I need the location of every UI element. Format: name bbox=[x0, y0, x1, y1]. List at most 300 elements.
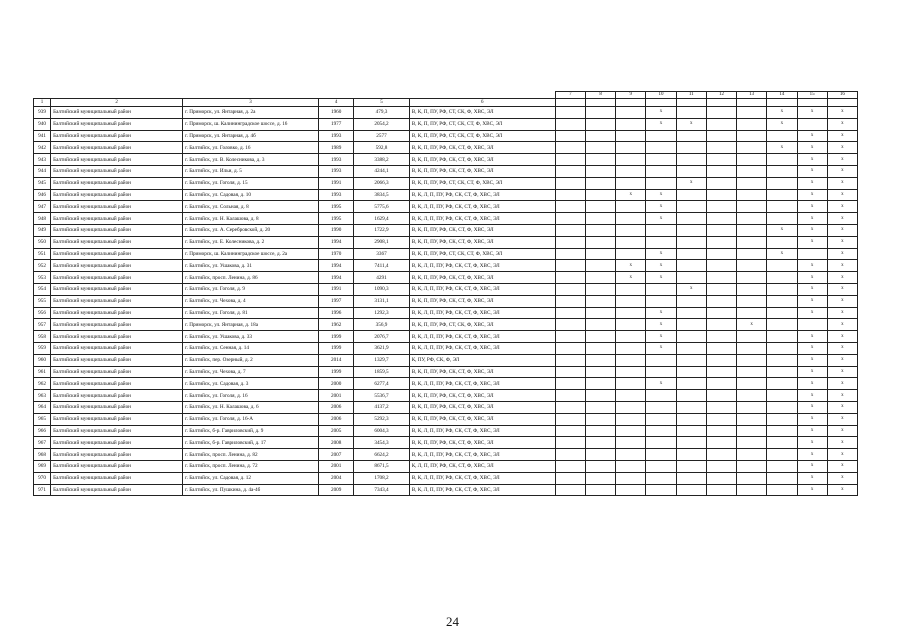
mark-cell-7 bbox=[555, 189, 585, 201]
mark-cell-16: x bbox=[827, 425, 857, 437]
mark-cell-13 bbox=[737, 260, 767, 272]
works-cell: В, К, П, ПУ, РФ, СК, СТ, Ф, ХВС, ЭЛ bbox=[409, 154, 555, 166]
mark-cell-16: x bbox=[827, 319, 857, 331]
mark-cell-10: x bbox=[646, 213, 676, 225]
mark-cell-9 bbox=[616, 224, 646, 236]
mark-cell-14 bbox=[767, 154, 797, 166]
column-number-blank bbox=[706, 99, 736, 107]
mark-cell-10 bbox=[646, 130, 676, 142]
district-cell: Балтийский муниципальный район bbox=[51, 319, 183, 331]
mark-cell-15 bbox=[797, 248, 827, 260]
mark-cell-8 bbox=[585, 224, 615, 236]
mark-cell-14 bbox=[767, 378, 797, 390]
mark-cell-16: x bbox=[827, 154, 857, 166]
area-cell: 7343,4 bbox=[354, 484, 409, 496]
mark-cell-15: x bbox=[797, 437, 827, 449]
address-cell: г. Балтийск, ул. А. Серебровской, д. 20 bbox=[183, 224, 319, 236]
mark-cell-9 bbox=[616, 177, 646, 189]
mark-cell-7 bbox=[555, 260, 585, 272]
district-cell: Балтийский муниципальный район bbox=[51, 236, 183, 248]
mark-cell-8 bbox=[585, 366, 615, 378]
header-number: 7 bbox=[555, 92, 585, 99]
table-row bbox=[34, 295, 858, 307]
mark-cell-13 bbox=[737, 154, 767, 166]
mark-cell-9 bbox=[616, 331, 646, 343]
address-cell: г. Балтийск, ул. Гоголя, д. 16 bbox=[183, 390, 319, 402]
mark-cell-13 bbox=[737, 224, 767, 236]
mark-cell-13 bbox=[737, 472, 767, 484]
table-row bbox=[34, 272, 858, 284]
mark-cell-13 bbox=[737, 331, 767, 343]
mark-cell-14 bbox=[767, 366, 797, 378]
mark-cell-15: x bbox=[797, 295, 827, 307]
works-cell: В, К, П, ПУ, РФ, СТ, СК, СТ, Ф, ХВС, ЭЛ bbox=[409, 118, 555, 130]
mark-cell-12 bbox=[706, 437, 736, 449]
table-row bbox=[34, 413, 858, 425]
mark-cell-11 bbox=[676, 331, 706, 343]
district-cell: Балтийский муниципальный район bbox=[51, 390, 183, 402]
mark-cell-10 bbox=[646, 142, 676, 154]
row-number: 967 bbox=[34, 437, 51, 449]
area-cell: 6004,3 bbox=[354, 425, 409, 437]
row-number: 957 bbox=[34, 319, 51, 331]
mark-cell-9 bbox=[616, 213, 646, 225]
table-row bbox=[34, 401, 858, 413]
works-cell: В, К, П, ПУ, РФ, СТ, СК, Ф, ХВС, ЭЛ bbox=[409, 107, 555, 119]
works-cell: В, К, П, ПУ, РФ, СК, СТ, Ф, ХВС, ЭЛ bbox=[409, 236, 555, 248]
district-cell: Балтийский муниципальный район bbox=[51, 283, 183, 295]
mark-cell-12 bbox=[706, 107, 736, 119]
works-cell: В, К, П, ПУ, РФ, СК, СТ, Ф, ХВС, ЭЛ bbox=[409, 413, 555, 425]
mark-cell-8 bbox=[585, 378, 615, 390]
row-number: 959 bbox=[34, 342, 51, 354]
year-cell: 1962 bbox=[319, 319, 354, 331]
mark-cell-11: x bbox=[676, 118, 706, 130]
address-cell: г. Балтийск, просп. Ленина, д. 82 bbox=[183, 449, 319, 461]
mark-cell-15: x bbox=[797, 378, 827, 390]
mark-cell-8 bbox=[585, 248, 615, 260]
row-number: 951 bbox=[34, 248, 51, 260]
mark-cell-16: x bbox=[827, 236, 857, 248]
area-cell: 592,8 bbox=[354, 142, 409, 154]
area-cell: 6624,2 bbox=[354, 449, 409, 461]
mark-cell-10: x bbox=[646, 107, 676, 119]
row-number: 971 bbox=[34, 484, 51, 496]
mark-cell-9 bbox=[616, 236, 646, 248]
header-spacer bbox=[319, 92, 354, 99]
mark-cell-10 bbox=[646, 177, 676, 189]
mark-cell-11 bbox=[676, 142, 706, 154]
mark-cell-14 bbox=[767, 165, 797, 177]
mark-cell-15: x bbox=[797, 472, 827, 484]
row-number: 947 bbox=[34, 201, 51, 213]
works-cell: В, К, Л, П, ПУ, РФ, СК, СТ, Ф, ХВС, ЭЛ bbox=[409, 484, 555, 496]
mark-cell-13 bbox=[737, 118, 767, 130]
year-cell: 2004 bbox=[319, 472, 354, 484]
mark-cell-12 bbox=[706, 366, 736, 378]
mark-cell-13 bbox=[737, 236, 767, 248]
mark-cell-12 bbox=[706, 378, 736, 390]
year-cell: 1993 bbox=[319, 154, 354, 166]
area-cell: 2066,3 bbox=[354, 177, 409, 189]
year-cell: 1999 bbox=[319, 342, 354, 354]
address-cell: г. Балтийск, ул. Чехова, д. 4 bbox=[183, 295, 319, 307]
mark-cell-8 bbox=[585, 189, 615, 201]
mark-cell-12 bbox=[706, 295, 736, 307]
mark-cell-10 bbox=[646, 472, 676, 484]
table-row bbox=[34, 177, 858, 189]
works-cell: В, К, П, ПУ, РФ, СТ, СК, СТ, Ф, ХВС, ЭЛ bbox=[409, 130, 555, 142]
column-number: 6 bbox=[409, 99, 555, 107]
mark-cell-16: x bbox=[827, 354, 857, 366]
table-row bbox=[34, 283, 858, 295]
column-numbers-row bbox=[34, 99, 858, 107]
mark-cell-11 bbox=[676, 224, 706, 236]
table-row bbox=[34, 390, 858, 402]
year-cell: 1993 bbox=[319, 189, 354, 201]
mark-cell-13 bbox=[737, 189, 767, 201]
mark-cell-16: x bbox=[827, 331, 857, 343]
mark-cell-8 bbox=[585, 390, 615, 402]
mark-cell-9 bbox=[616, 154, 646, 166]
address-cell: г. Балтийск, ул. Гоголя, д. 81 bbox=[183, 307, 319, 319]
works-cell: К, Л, П, ПУ, РФ, СК, СТ, Ф, ХВС, ЭЛ bbox=[409, 460, 555, 472]
table-row bbox=[34, 107, 858, 119]
header-number: 9 bbox=[616, 92, 646, 99]
column-number-blank bbox=[737, 99, 767, 107]
area-cell: 1329,7 bbox=[354, 354, 409, 366]
mark-cell-9 bbox=[616, 354, 646, 366]
row-number: 942 bbox=[34, 142, 51, 154]
row-number: 953 bbox=[34, 272, 51, 284]
mark-cell-8 bbox=[585, 272, 615, 284]
mark-cell-9 bbox=[616, 118, 646, 130]
mark-cell-11 bbox=[676, 272, 706, 284]
mark-cell-9 bbox=[616, 460, 646, 472]
mark-cell-14 bbox=[767, 201, 797, 213]
row-number: 946 bbox=[34, 189, 51, 201]
mark-cell-12 bbox=[706, 248, 736, 260]
mark-cell-15: x bbox=[797, 449, 827, 461]
mark-cell-9 bbox=[616, 437, 646, 449]
mark-cell-16: x bbox=[827, 413, 857, 425]
mark-cell-13 bbox=[737, 390, 767, 402]
mark-cell-8 bbox=[585, 283, 615, 295]
mark-cell-15: x bbox=[797, 460, 827, 472]
mark-cell-15: x bbox=[797, 354, 827, 366]
district-cell: Балтийский муниципальный район bbox=[51, 484, 183, 496]
mark-cell-8 bbox=[585, 425, 615, 437]
row-number: 952 bbox=[34, 260, 51, 272]
row-number: 962 bbox=[34, 378, 51, 390]
column-number-blank bbox=[555, 99, 585, 107]
mark-cell-11 bbox=[676, 260, 706, 272]
works-cell: В, К, Л, П, ПУ, РФ, СК, СТ, Ф, ХВС, ЭЛ bbox=[409, 189, 555, 201]
mark-cell-11 bbox=[676, 437, 706, 449]
year-cell: 1995 bbox=[319, 201, 354, 213]
mark-cell-14 bbox=[767, 413, 797, 425]
mark-cell-10 bbox=[646, 460, 676, 472]
address-cell: г. Балтийск, просп. Ленина, д. 72 bbox=[183, 460, 319, 472]
table-row bbox=[34, 460, 858, 472]
table-row bbox=[34, 472, 858, 484]
table-row bbox=[34, 224, 858, 236]
address-cell: г. Балтийск, просп. Ленина, д. 86 bbox=[183, 272, 319, 284]
mark-cell-14 bbox=[767, 272, 797, 284]
row-number: 955 bbox=[34, 295, 51, 307]
mark-cell-13 bbox=[737, 107, 767, 119]
mark-cell-13 bbox=[737, 130, 767, 142]
mark-cell-9 bbox=[616, 248, 646, 260]
mark-cell-9 bbox=[616, 307, 646, 319]
mark-cell-16: x bbox=[827, 366, 857, 378]
mark-cell-7 bbox=[555, 295, 585, 307]
mark-cell-10: x bbox=[646, 189, 676, 201]
mark-cell-8 bbox=[585, 177, 615, 189]
row-number: 948 bbox=[34, 213, 51, 225]
mark-cell-9 bbox=[616, 390, 646, 402]
area-cell: 3131,1 bbox=[354, 295, 409, 307]
table-row bbox=[34, 154, 858, 166]
row-number: 956 bbox=[34, 307, 51, 319]
area-cell: 479,3 bbox=[354, 107, 409, 119]
address-cell: г. Балтийск, ул. Ушакова, д. 31 bbox=[183, 260, 319, 272]
mark-cell-13 bbox=[737, 342, 767, 354]
mark-cell-12 bbox=[706, 260, 736, 272]
mark-cell-14 bbox=[767, 236, 797, 248]
row-number: 945 bbox=[34, 177, 51, 189]
mark-cell-8 bbox=[585, 130, 615, 142]
mark-cell-10 bbox=[646, 425, 676, 437]
mark-cell-13 bbox=[737, 354, 767, 366]
works-cell: В, К, П, ПУ, РФ, СК, СТ, Ф, ХВС, ЭЛ bbox=[409, 224, 555, 236]
year-cell: 1994 bbox=[319, 260, 354, 272]
row-number: 958 bbox=[34, 331, 51, 343]
year-cell: 1994 bbox=[319, 236, 354, 248]
mark-cell-7 bbox=[555, 142, 585, 154]
table-row bbox=[34, 484, 858, 496]
mark-cell-8 bbox=[585, 307, 615, 319]
mark-cell-8 bbox=[585, 437, 615, 449]
mark-cell-16: x bbox=[827, 142, 857, 154]
mark-cell-13 bbox=[737, 401, 767, 413]
district-cell: Балтийский муниципальный район bbox=[51, 224, 183, 236]
mark-cell-13 bbox=[737, 165, 767, 177]
mark-cell-16: x bbox=[827, 272, 857, 284]
row-number: 939 bbox=[34, 107, 51, 119]
mark-cell-11 bbox=[676, 213, 706, 225]
mark-cell-15: x bbox=[797, 177, 827, 189]
works-cell: В, К, П, ПУ, РФ, СТ, СК, Ф, ХВС, ЭЛ bbox=[409, 319, 555, 331]
mark-cell-10 bbox=[646, 295, 676, 307]
mark-cell-16: x bbox=[827, 130, 857, 142]
mark-cell-13 bbox=[737, 366, 767, 378]
mark-cell-7 bbox=[555, 342, 585, 354]
mark-cell-7 bbox=[555, 484, 585, 496]
mark-cell-13 bbox=[737, 449, 767, 461]
table-row bbox=[34, 319, 858, 331]
mark-cell-15 bbox=[797, 319, 827, 331]
district-cell: Балтийский муниципальный район bbox=[51, 449, 183, 461]
column-number: 4 bbox=[319, 99, 354, 107]
year-cell: 2009 bbox=[319, 484, 354, 496]
area-cell: 8671,5 bbox=[354, 460, 409, 472]
header-spacer bbox=[409, 92, 555, 99]
district-cell: Балтийский муниципальный район bbox=[51, 189, 183, 201]
mark-cell-15: x bbox=[797, 401, 827, 413]
mark-cell-15: x bbox=[797, 331, 827, 343]
mark-cell-13 bbox=[737, 413, 767, 425]
table-body bbox=[34, 92, 858, 496]
year-cell: 1977 bbox=[319, 118, 354, 130]
mark-cell-12 bbox=[706, 449, 736, 461]
header-number: 14 bbox=[767, 92, 797, 99]
header-spacer bbox=[51, 92, 183, 99]
table-row bbox=[34, 366, 858, 378]
works-cell: В, К, Л, П, ПУ, РФ, СК, СТ, Ф, ХВС, ЭЛ bbox=[409, 425, 555, 437]
mark-cell-7 bbox=[555, 165, 585, 177]
area-cell: 1708,2 bbox=[354, 472, 409, 484]
mark-cell-10: x bbox=[646, 118, 676, 130]
mark-cell-7 bbox=[555, 378, 585, 390]
address-cell: г. Балтийск, ул. Гоголя, д. 9 bbox=[183, 283, 319, 295]
mark-cell-11 bbox=[676, 248, 706, 260]
mark-cell-7 bbox=[555, 401, 585, 413]
mark-cell-12 bbox=[706, 213, 736, 225]
area-cell: 1292,3 bbox=[354, 307, 409, 319]
row-number: 954 bbox=[34, 283, 51, 295]
mark-cell-15: x bbox=[797, 425, 827, 437]
mark-cell-10: x bbox=[646, 260, 676, 272]
column-number-blank bbox=[676, 99, 706, 107]
district-cell: Балтийский муниципальный район bbox=[51, 295, 183, 307]
mark-cell-7 bbox=[555, 224, 585, 236]
mark-cell-15: x bbox=[797, 201, 827, 213]
area-cell: 3367 bbox=[354, 248, 409, 260]
works-cell: В, К, Л, П, ПУ, РФ, СК, СТ, Ф, ХВС, ЭЛ bbox=[409, 342, 555, 354]
year-cell: 1994 bbox=[319, 272, 354, 284]
area-cell: 356,9 bbox=[354, 319, 409, 331]
mark-cell-10 bbox=[646, 449, 676, 461]
row-number: 943 bbox=[34, 154, 51, 166]
mark-cell-8 bbox=[585, 118, 615, 130]
mark-cell-11 bbox=[676, 154, 706, 166]
mark-cell-11 bbox=[676, 236, 706, 248]
table-row bbox=[34, 165, 858, 177]
mark-cell-13 bbox=[737, 295, 767, 307]
works-cell: В, К, П, ПУ, РФ, СТ, СК, СТ, Ф, ХВС, ЭЛ bbox=[409, 177, 555, 189]
mark-cell-10: x bbox=[646, 272, 676, 284]
mark-cell-14: x bbox=[767, 118, 797, 130]
mark-cell-12 bbox=[706, 390, 736, 402]
area-cell: 1629,4 bbox=[354, 213, 409, 225]
mark-cell-16: x bbox=[827, 295, 857, 307]
mark-cell-9 bbox=[616, 425, 646, 437]
mark-cell-8 bbox=[585, 460, 615, 472]
mark-cell-15: x bbox=[797, 130, 827, 142]
mark-cell-10: x bbox=[646, 307, 676, 319]
mark-cell-13 bbox=[737, 378, 767, 390]
year-cell: 2006 bbox=[319, 413, 354, 425]
mark-cell-12 bbox=[706, 401, 736, 413]
mark-cell-10 bbox=[646, 165, 676, 177]
row-number: 965 bbox=[34, 413, 51, 425]
mark-cell-14 bbox=[767, 177, 797, 189]
mark-cell-14 bbox=[767, 401, 797, 413]
mark-cell-15: x bbox=[797, 307, 827, 319]
mark-cell-9 bbox=[616, 401, 646, 413]
mark-cell-11: x bbox=[676, 177, 706, 189]
mark-cell-16: x bbox=[827, 260, 857, 272]
mark-cell-11 bbox=[676, 472, 706, 484]
district-cell: Балтийский муниципальный район bbox=[51, 272, 183, 284]
mark-cell-13 bbox=[737, 142, 767, 154]
mark-cell-13 bbox=[737, 437, 767, 449]
mark-cell-15: x bbox=[797, 283, 827, 295]
mark-cell-11: x bbox=[676, 283, 706, 295]
year-cell: 2008 bbox=[319, 437, 354, 449]
mark-cell-14 bbox=[767, 189, 797, 201]
table-row bbox=[34, 201, 858, 213]
table-row bbox=[34, 130, 858, 142]
mark-cell-8 bbox=[585, 319, 615, 331]
row-number: 944 bbox=[34, 165, 51, 177]
mark-cell-10: x bbox=[646, 248, 676, 260]
mark-cell-7 bbox=[555, 213, 585, 225]
table-row bbox=[34, 260, 858, 272]
table-row bbox=[34, 354, 858, 366]
area-cell: 3834,5 bbox=[354, 189, 409, 201]
mark-cell-15: x bbox=[797, 213, 827, 225]
mark-cell-15: x bbox=[797, 142, 827, 154]
mark-cell-12 bbox=[706, 342, 736, 354]
mark-cell-12 bbox=[706, 425, 736, 437]
mark-cell-14: x bbox=[767, 224, 797, 236]
mark-cell-10: x bbox=[646, 342, 676, 354]
row-number: 968 bbox=[34, 449, 51, 461]
district-cell: Балтийский муниципальный район bbox=[51, 331, 183, 343]
address-cell: г. Приморск, ул. Янтарная, д. 18а bbox=[183, 319, 319, 331]
mark-cell-11 bbox=[676, 413, 706, 425]
district-cell: Балтийский муниципальный район bbox=[51, 401, 183, 413]
mark-cell-16: x bbox=[827, 390, 857, 402]
table-row bbox=[34, 437, 858, 449]
mark-cell-7 bbox=[555, 154, 585, 166]
mark-cell-12 bbox=[706, 283, 736, 295]
mark-cell-11 bbox=[676, 307, 706, 319]
area-cell: 4244,1 bbox=[354, 165, 409, 177]
mark-cell-7 bbox=[555, 472, 585, 484]
mark-cell-15 bbox=[797, 118, 827, 130]
mark-cell-11 bbox=[676, 342, 706, 354]
mark-cell-9 bbox=[616, 107, 646, 119]
year-cell: 2000 bbox=[319, 378, 354, 390]
district-cell: Балтийский муниципальный район bbox=[51, 177, 183, 189]
mark-cell-8 bbox=[585, 107, 615, 119]
mark-cell-14: x bbox=[767, 107, 797, 119]
mark-cell-13 bbox=[737, 248, 767, 260]
mark-cell-16: x bbox=[827, 213, 857, 225]
mark-cell-10 bbox=[646, 366, 676, 378]
mark-cell-11 bbox=[676, 449, 706, 461]
mark-cell-12 bbox=[706, 177, 736, 189]
address-cell: г. Балтийск, ул. Пушкина, д. 4а-4б bbox=[183, 484, 319, 496]
mark-cell-8 bbox=[585, 449, 615, 461]
mark-cell-8 bbox=[585, 142, 615, 154]
address-cell: г. Балтийск, б-р. Гавриловский, д. 9 bbox=[183, 425, 319, 437]
works-cell: В, К, П, ПУ, РФ, СК, СТ, Ф, ХВС, ЭЛ bbox=[409, 272, 555, 284]
row-number: 960 bbox=[34, 354, 51, 366]
